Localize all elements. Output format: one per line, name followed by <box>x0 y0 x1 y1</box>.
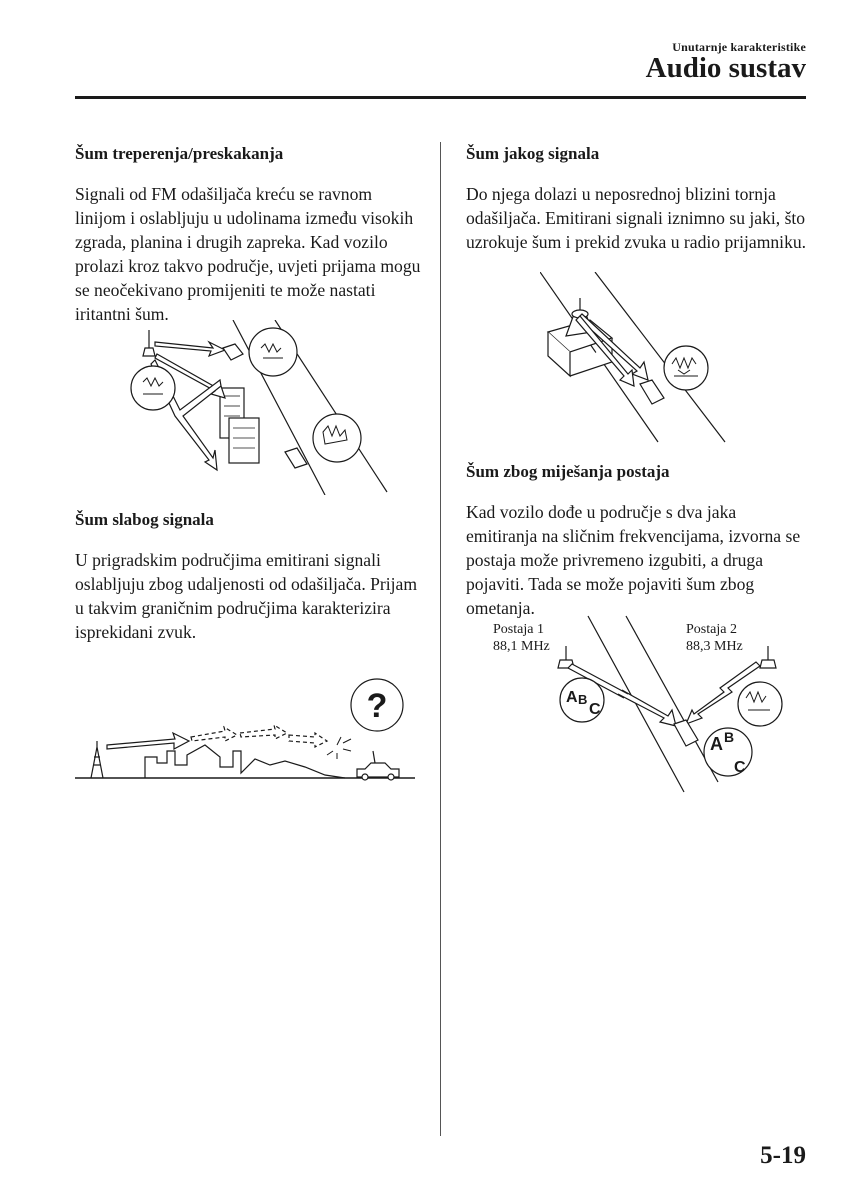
page-title: Audio sustav <box>645 52 806 84</box>
header-rule <box>75 96 806 99</box>
interference-letter-a: A <box>710 734 723 754</box>
chapter-kicker: Unutarnje karakteristike <box>672 40 806 54</box>
flutter-noise-illustration <box>125 320 390 495</box>
weak-signal-illustration <box>75 675 420 785</box>
section-station-interference-noise <box>466 462 811 620</box>
abc-letter-b: B <box>578 692 588 707</box>
station1-name-label: Postaja 1 <box>493 622 544 637</box>
section-body: Kad vozilo dođe u područje s dva jaka emitiranja na sličnim frekvencijama, izvorna se postaja može privremeno izgubiti, a druga pojaviti. Tada se može pojaviti šum zbog ometanja. <box>466 502 801 619</box>
interference-letter-c: C <box>734 759 746 776</box>
station-interference-illustration <box>488 612 798 794</box>
section-body: Do njega dolazi u neposrednoj blizini tornja odašiljača. Emitirani signali iznimno su jaki, što uzrokuje šum i prekid zvuka u radio prijamniku. <box>466 184 807 253</box>
section-heading: Šum slabog signala <box>75 510 214 529</box>
section-flutter-noise <box>75 144 425 326</box>
abc-letter-c: C <box>589 701 601 718</box>
section-weak-signal-noise <box>75 510 425 644</box>
section-heading: Šum zbog miješanja postaja <box>466 462 670 481</box>
section-body: Signali od FM odašiljača kreću se ravnom linijom i oslabljuju u udolinama između visokih zgrada, planina i drugih zapreka. Kad vozilo prolazi kroz takvo područje, uvjeti prijama mogu se neočekivano promijeniti te može nastati iritantni šum. <box>75 184 421 325</box>
section-heading: Šum treperenja/preskakanja <box>75 144 284 163</box>
column-divider <box>440 142 441 1136</box>
section-heading: Šum jakog signala <box>466 144 600 163</box>
page-number: 5-19 <box>760 1142 806 1169</box>
interference-letter-b: B <box>724 729 735 745</box>
section-body: U prigradskim područjima emitirani signali oslabljuju zbog udaljenosti od odašiljača. Prijam u takvim graničnim područjima karakterizira isprekidani zvuk. <box>75 550 418 643</box>
strong-signal-illustration <box>540 272 730 447</box>
question-mark-label: ? <box>366 687 388 725</box>
station1-frequency-label: 88,1 MHz <box>493 639 550 654</box>
section-strong-signal-noise <box>466 144 811 254</box>
station2-frequency-label: 88,3 MHz <box>686 639 743 654</box>
station2-name-label: Postaja 2 <box>686 622 737 637</box>
abc-letter-a: A <box>566 689 578 706</box>
